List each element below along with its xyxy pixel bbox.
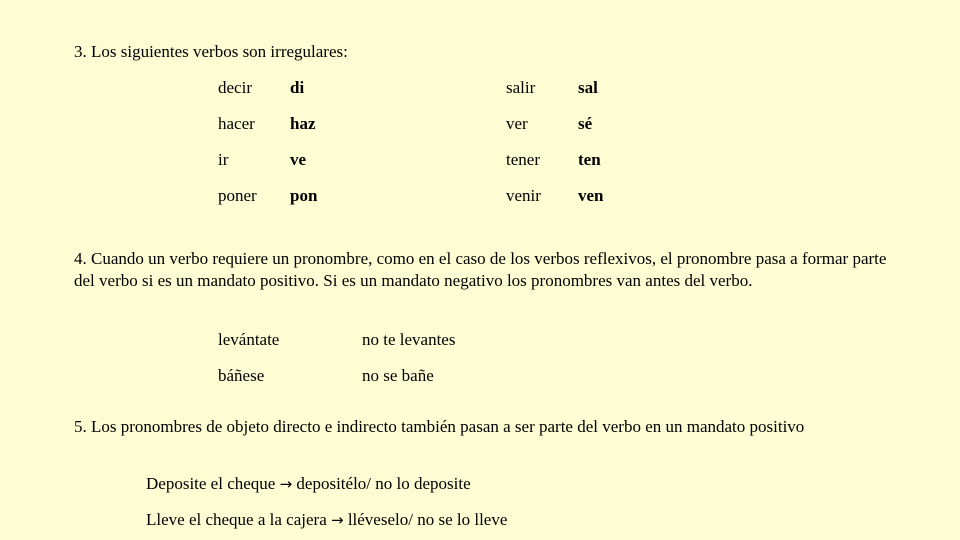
- right-arrow-icon: →: [330, 511, 344, 529]
- example-after: lléveselo/ no se lo lleve: [347, 510, 508, 529]
- imperative: di: [290, 78, 305, 97]
- infinitive: venir: [506, 186, 541, 205]
- object-pronoun-example: [146, 509, 507, 531]
- imperative: sé: [578, 114, 593, 133]
- example-before: Deposite el cheque: [146, 474, 276, 493]
- section-4-paragraph: 4. Cuando un verbo requiere un pronombre, como en el caso de los verbos reflexivos, el pronombre pasa a formar parte del verbo si es un mandato positivo. Si es un mandato negativo los pronombres van antes del verbo.: [74, 249, 887, 290]
- imperative: pon: [290, 186, 318, 205]
- positive-command: levántate: [218, 330, 280, 349]
- infinitive: ver: [506, 114, 528, 133]
- positive-command: báñese: [218, 366, 265, 385]
- section-5-paragraph: 5. Los pronombres de objeto directo e indirecto también pasan a ser parte del verbo en un mandato positivo: [74, 417, 805, 436]
- infinitive: ir: [218, 150, 229, 169]
- infinitive: hacer: [218, 114, 255, 133]
- object-pronoun-example: [146, 473, 471, 495]
- negative-command: no se bañe: [362, 366, 434, 385]
- imperative: haz: [290, 114, 316, 133]
- right-arrow-icon: →: [279, 475, 293, 493]
- negative-command: no te levantes: [362, 330, 456, 349]
- infinitive: tener: [506, 150, 540, 169]
- imperative: sal: [578, 78, 598, 97]
- imperative: ven: [578, 186, 604, 205]
- example-before: Lleve el cheque a la cajera: [146, 510, 327, 529]
- imperative: ve: [290, 150, 307, 169]
- infinitive: salir: [506, 78, 536, 97]
- infinitive: poner: [218, 186, 257, 205]
- infinitive: decir: [218, 78, 252, 97]
- imperative: ten: [578, 150, 601, 169]
- example-after: depositélo/ no lo deposite: [296, 474, 471, 493]
- section-3-heading: 3. Los siguientes verbos son irregulares:: [74, 42, 348, 61]
